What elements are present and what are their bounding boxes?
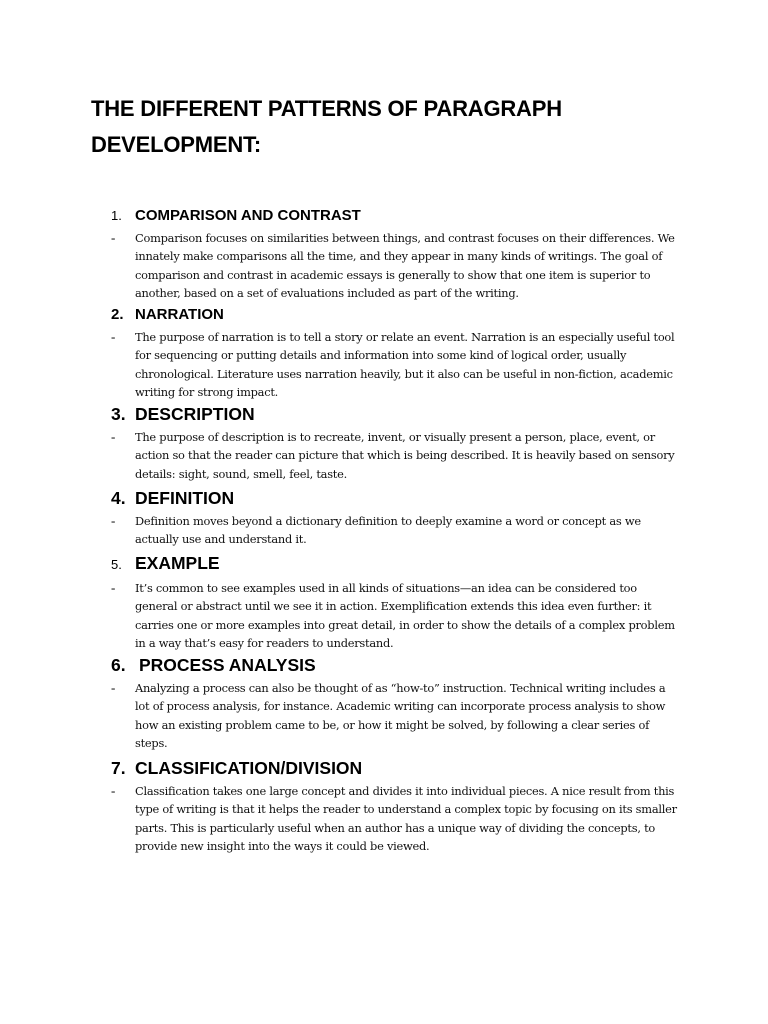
- list-item: [111, 679, 691, 753]
- bullet-dash: -: [111, 329, 116, 344]
- section-number: 6.: [111, 655, 126, 675]
- section-process-analysis: [111, 654, 691, 753]
- document-title: THE DIFFERENT PATTERNS OF PARAGRAPH DEVELOPMENT:: [91, 96, 562, 157]
- bullet-dash: -: [111, 429, 116, 444]
- section-number: 5.: [111, 557, 122, 572]
- section-body: Analyzing a process can also be thought of as “how-to” instruction. Technical writing includes a lot of process analysis, for instance. Academic writing can incorporate process analysis to show how an existing problem came to be, or how it might be solved, by following a clear series of steps.: [135, 681, 666, 751]
- section-title: EXAMPLE: [135, 553, 220, 573]
- section-title: COMPARISON AND CONTRAST: [135, 207, 361, 224]
- bullet-dash: -: [111, 230, 116, 245]
- list-item: [111, 229, 691, 303]
- section-heading: [111, 757, 691, 779]
- section-example: [111, 552, 691, 653]
- section-body: The purpose of description is to recreate, invent, or visually present a person, place, event, or action so that the reader can picture that which is being described. It is heavily based on sensory details: sight, sound, smell, feel, taste.: [135, 430, 675, 481]
- section-title: DESCRIPTION: [135, 404, 255, 424]
- bullet-dash: -: [111, 783, 116, 798]
- list-item: [111, 579, 691, 653]
- list-item: [111, 428, 691, 483]
- section-heading: [111, 403, 691, 425]
- section-description: [111, 403, 691, 483]
- section-number: 3.: [111, 404, 126, 424]
- list-item: [111, 782, 691, 856]
- section-title: CLASSIFICATION/DIVISION: [135, 758, 363, 778]
- section-body: It’s common to see examples used in all kinds of situations—an idea can be considered too general or abstract until we see it in action. Exemplification extends this idea even further: it carries one or more examples into great detail, in order to show the details of a complex problem in a way that’s easy for readers to understand.: [135, 581, 675, 651]
- section-comparison-and-contrast: [111, 206, 691, 303]
- section-heading: [111, 552, 691, 576]
- section-title: DEFINITION: [135, 488, 235, 508]
- bullet-dash: -: [111, 580, 116, 595]
- bullet-dash: -: [111, 680, 116, 695]
- bullet-dash: -: [111, 513, 116, 528]
- section-narration: [111, 305, 691, 402]
- section-definition: [111, 487, 691, 549]
- list-item: [111, 328, 691, 402]
- list-item: [111, 512, 691, 549]
- section-heading: [111, 206, 691, 226]
- section-body: Definition moves beyond a dictionary definition to deeply examine a word or concept as we actually use and understand it.: [135, 514, 641, 547]
- section-classification-division: [111, 757, 691, 856]
- section-body: The purpose of narration is to tell a story or relate an event. Narration is an especially useful tool for sequencing or putting details and information into some kind of logical order, usually chronological. Literature uses narration heavily, but it also can be useful in non-fiction, academic writing for strong impact.: [135, 330, 675, 400]
- section-heading: [111, 654, 691, 676]
- section-number: 4.: [111, 488, 126, 508]
- section-body: Classification takes one large concept and divides it into individual pieces. A nice result from this type of writing is that it helps the reader to understand a complex topic by focusing on its smaller parts. This is particularly useful when an author has a unique way of dividing the concepts, to provide new insight into the ways it could be viewed.: [135, 784, 677, 854]
- section-number: 7.: [111, 758, 126, 778]
- section-body: Comparison focuses on similarities between things, and contrast focuses on their differences. We innately make comparisons all the time, and they appear in many kinds of writings. The goal of comparison and contrast in academic essays is generally to show that one item is superior to another, based on a set of evaluations included as part of the writing.: [135, 231, 675, 301]
- section-heading: [111, 487, 691, 509]
- section-title: PROCESS ANALYSIS: [139, 655, 316, 675]
- section-title: NARRATION: [135, 306, 224, 323]
- section-number: 1.: [111, 208, 122, 223]
- section-heading: [111, 305, 691, 325]
- section-number: 2.: [111, 306, 124, 323]
